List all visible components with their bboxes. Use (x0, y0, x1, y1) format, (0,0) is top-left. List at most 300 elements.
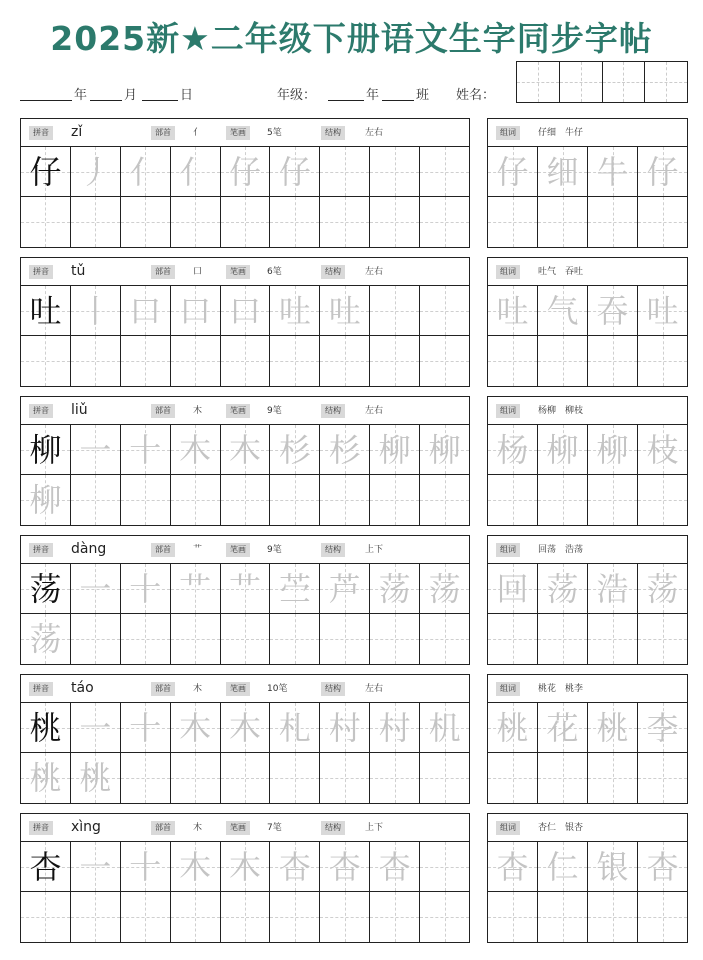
practice-row (21, 475, 469, 525)
structure-value: 左右 (365, 267, 384, 277)
practice-cell[interactable] (71, 753, 121, 803)
structure-tag: 结构 (321, 682, 345, 696)
main-char-cell[interactable] (21, 425, 71, 474)
stroke-step-cell[interactable] (71, 147, 121, 196)
radical-value: 木 (193, 684, 203, 694)
structure-value: 上下 (365, 823, 384, 833)
stroke-step-cell[interactable] (171, 842, 221, 891)
radical-value: 亻 (193, 128, 203, 138)
stroke-step-cell[interactable] (270, 703, 320, 752)
word-trace-char: 回 (496, 569, 529, 608)
word-practice-cell[interactable] (488, 475, 538, 525)
word-practice-cell[interactable] (588, 753, 638, 803)
practice-cell[interactable] (320, 753, 370, 803)
strokes-tag: 笔画 (226, 821, 250, 835)
month-blank[interactable] (90, 100, 122, 101)
stroke-step-char: 仔 (229, 152, 262, 191)
strokes-value: 9笔 (267, 545, 282, 555)
words-tag: 组词 (496, 682, 520, 696)
practice-cell[interactable] (221, 336, 271, 386)
stroke-step-char: 吐 (328, 291, 361, 330)
practice-cell[interactable] (21, 475, 71, 525)
stroke-step-cell[interactable] (320, 842, 370, 891)
main-character: 桃 (29, 708, 62, 747)
stroke-order-row (21, 842, 469, 892)
words-grid (488, 147, 687, 247)
stroke-step-cell[interactable] (71, 842, 121, 891)
stroke-step-cell[interactable] (420, 842, 469, 891)
practice-cell[interactable] (370, 336, 420, 386)
stroke-step-cell[interactable] (320, 147, 370, 196)
word-practice-cell[interactable] (538, 197, 588, 247)
practice-cell[interactable] (21, 614, 71, 664)
word-practice-cell[interactable] (488, 197, 538, 247)
main-character: 吐 (29, 291, 62, 330)
stroke-order-row (21, 564, 469, 614)
practice-cell[interactable] (121, 475, 171, 525)
word-practice-cell[interactable] (638, 475, 687, 525)
word-practice-cell[interactable] (588, 892, 638, 942)
grade-year-label: 年 (366, 88, 380, 103)
main-char-cell[interactable] (21, 564, 71, 613)
practice-cell[interactable] (171, 753, 221, 803)
strokes-tag: 笔画 (226, 126, 250, 140)
stroke-step-cell[interactable] (171, 286, 221, 335)
name-box[interactable] (516, 61, 688, 103)
stroke-step-cell[interactable] (71, 425, 121, 474)
radical-tag: 部首 (151, 126, 175, 140)
word-practice-cell[interactable] (638, 892, 687, 942)
stroke-step-cell[interactable] (171, 564, 221, 613)
main-character: 仔 (29, 152, 62, 191)
stroke-step-cell[interactable] (370, 425, 420, 474)
practice-cell[interactable] (21, 892, 71, 942)
stroke-step-cell[interactable] (71, 286, 121, 335)
year-label: 年 (74, 88, 88, 103)
main-character: 荡 (29, 569, 62, 608)
practice-cell[interactable] (420, 197, 469, 247)
pinyin-value: dàng (71, 541, 107, 557)
main-char-cell[interactable] (21, 703, 71, 752)
stroke-step-cell[interactable] (121, 147, 171, 196)
word-practice-cell[interactable] (488, 753, 538, 803)
pinyin-value: xìng (71, 819, 101, 835)
word-trace-char: 荡 (546, 569, 579, 608)
word-practice-cell[interactable] (488, 892, 538, 942)
word-trace-char: 气 (546, 291, 579, 330)
word-cell[interactable] (638, 842, 687, 891)
word-trace-char: 荡 (646, 569, 679, 608)
word-practice-row (488, 197, 687, 247)
stroke-step-cell[interactable] (320, 703, 370, 752)
stroke-step-cell[interactable] (370, 842, 420, 891)
stroke-step-cell[interactable] (270, 147, 320, 196)
main-char-cell[interactable] (21, 147, 71, 196)
word-practice-cell[interactable] (538, 614, 588, 664)
stroke-step-cell[interactable] (270, 842, 320, 891)
practice-cell[interactable] (221, 753, 271, 803)
stroke-step-char: 十 (129, 847, 162, 886)
word-practice-cell[interactable] (488, 336, 538, 386)
word-cell[interactable] (488, 425, 538, 474)
stroke-step-char: 亻 (129, 152, 162, 191)
words-header (488, 397, 687, 425)
stroke-step-cell[interactable] (71, 703, 121, 752)
stroke-step-cell[interactable] (171, 425, 221, 474)
stroke-step-char: 杏 (278, 847, 311, 886)
student-info-line (20, 78, 520, 106)
word-trace-char: 杏 (496, 847, 529, 886)
stroke-step-char: 十 (129, 430, 162, 469)
word-trace-char: 桃 (496, 708, 529, 747)
character-header (21, 119, 469, 147)
character-practice-panel (20, 396, 470, 526)
structure-tag: 结构 (321, 821, 345, 835)
practice-cell[interactable] (171, 336, 221, 386)
word-trace-char: 李 (646, 708, 679, 747)
stroke-step-char: 木 (229, 430, 262, 469)
pinyin-value: táo (71, 680, 94, 696)
practice-cell[interactable] (270, 614, 320, 664)
practice-cell[interactable] (71, 614, 121, 664)
practice-row (21, 197, 469, 247)
stroke-step-char: 木 (229, 708, 262, 747)
stroke-step-char: 芦 (328, 569, 361, 608)
word-trace-char: 仔 (496, 152, 529, 191)
main-character: 杏 (29, 847, 62, 886)
word-cell[interactable] (638, 564, 687, 613)
word-trace-char: 银 (596, 847, 629, 886)
stroke-order-row (21, 147, 469, 197)
stroke-step-cell[interactable] (420, 147, 469, 196)
word-cell[interactable] (638, 147, 687, 196)
practice-cell[interactable] (420, 614, 469, 664)
practice-cell[interactable] (370, 475, 420, 525)
word-practice-cell[interactable] (538, 892, 588, 942)
word-trace-row (488, 564, 687, 614)
word-practice-cell[interactable] (638, 197, 687, 247)
practice-cell[interactable] (71, 336, 121, 386)
words-tag: 组词 (496, 821, 520, 835)
word-cell[interactable] (538, 147, 588, 196)
stroke-step-cell[interactable] (221, 842, 271, 891)
structure-tag: 结构 (321, 265, 345, 279)
practice-cell[interactable] (320, 892, 370, 942)
day-label: 日 (180, 88, 194, 103)
stroke-step-cell[interactable] (121, 703, 171, 752)
words-value: 仔细 牛仔 (538, 128, 584, 138)
strokes-tag: 笔画 (226, 682, 250, 696)
stroke-step-char: 木 (179, 430, 212, 469)
main-char-cell[interactable] (21, 842, 71, 891)
word-cell[interactable] (588, 703, 638, 752)
practice-cell[interactable] (121, 197, 171, 247)
practice-cell[interactable] (71, 197, 121, 247)
class-blank[interactable] (382, 100, 414, 101)
practice-cell[interactable] (71, 475, 121, 525)
word-trace-char: 仔 (646, 152, 679, 191)
grade-blank[interactable] (328, 100, 364, 101)
words-panel (487, 813, 688, 943)
practice-cell[interactable] (320, 614, 370, 664)
stroke-step-char: 苎 (278, 569, 311, 608)
stroke-step-cell[interactable] (121, 286, 171, 335)
strokes-value: 9笔 (267, 406, 282, 416)
practice-cell[interactable] (420, 336, 469, 386)
radical-value: 木 (193, 823, 203, 833)
word-practice-cell[interactable] (488, 614, 538, 664)
strokes-value: 7笔 (267, 823, 282, 833)
trace-char: 柳 (29, 481, 62, 519)
word-trace-row (488, 842, 687, 892)
stroke-step-cell[interactable] (270, 425, 320, 474)
main-char-cell[interactable] (21, 286, 71, 335)
stroke-step-char: 村 (328, 708, 361, 747)
stroke-step-char: 柳 (428, 430, 461, 469)
practice-cell[interactable] (221, 197, 271, 247)
word-practice-row (488, 475, 687, 525)
stroke-step-cell[interactable] (270, 286, 320, 335)
word-cell[interactable] (488, 842, 538, 891)
practice-cell[interactable] (420, 475, 469, 525)
practice-cell[interactable] (221, 475, 271, 525)
word-cell[interactable] (538, 842, 588, 891)
stroke-step-char: 艹 (229, 569, 262, 608)
practice-cell[interactable] (270, 892, 320, 942)
practice-cell[interactable] (320, 475, 370, 525)
word-cell[interactable] (538, 425, 588, 474)
words-tag: 组词 (496, 543, 520, 557)
word-trace-char: 桃 (596, 708, 629, 747)
stroke-step-cell[interactable] (370, 703, 420, 752)
name-label: 姓名： (456, 88, 496, 103)
word-cell[interactable] (488, 703, 538, 752)
structure-value: 左右 (365, 406, 384, 416)
stroke-step-cell[interactable] (320, 286, 370, 335)
word-trace-char: 柳 (596, 430, 629, 469)
practice-cell[interactable] (121, 892, 171, 942)
stroke-step-cell[interactable] (221, 564, 271, 613)
radical-tag: 部首 (151, 265, 175, 279)
word-cell[interactable] (638, 425, 687, 474)
words-grid (488, 286, 687, 386)
word-practice-cell[interactable] (638, 753, 687, 803)
practice-cell[interactable] (171, 892, 221, 942)
stroke-step-char: 杉 (328, 430, 361, 469)
practice-cell[interactable] (171, 614, 221, 664)
trace-char: 桃 (79, 759, 112, 797)
word-cell[interactable] (638, 703, 687, 752)
stroke-order-row (21, 286, 469, 336)
words-panel (487, 118, 688, 248)
practice-cell[interactable] (370, 892, 420, 942)
word-cell[interactable] (638, 286, 687, 335)
stroke-step-cell[interactable] (270, 564, 320, 613)
stroke-step-char: 丿 (79, 152, 112, 191)
writing-grid (21, 842, 469, 942)
stroke-step-char: 木 (179, 847, 212, 886)
practice-cell[interactable] (121, 614, 171, 664)
practice-cell[interactable] (21, 197, 71, 247)
words-tag: 组词 (496, 265, 520, 279)
stroke-step-cell[interactable] (221, 425, 271, 474)
stroke-step-char: 荡 (428, 569, 461, 608)
stroke-step-cell[interactable] (420, 286, 469, 335)
practice-cell[interactable] (121, 753, 171, 803)
word-cell[interactable] (588, 286, 638, 335)
word-trace-char: 细 (546, 152, 579, 191)
practice-cell[interactable] (420, 892, 469, 942)
stroke-step-cell[interactable] (171, 703, 221, 752)
practice-cell[interactable] (121, 336, 171, 386)
words-panel (487, 257, 688, 387)
stroke-step-cell[interactable] (320, 564, 370, 613)
words-tag: 组词 (496, 126, 520, 140)
radical-tag: 部首 (151, 543, 175, 557)
word-practice-cell[interactable] (638, 336, 687, 386)
word-cell[interactable] (538, 286, 588, 335)
words-value: 吐气 吞吐 (538, 267, 584, 277)
writing-grid (21, 286, 469, 386)
radical-tag: 部首 (151, 404, 175, 418)
character-practice-panel (20, 813, 470, 943)
words-header (488, 536, 687, 564)
practice-cell[interactable] (221, 614, 271, 664)
word-cell[interactable] (488, 286, 538, 335)
stroke-step-char: 口 (179, 291, 212, 330)
character-block (20, 535, 688, 665)
word-cell[interactable] (488, 147, 538, 196)
strokes-value: 5笔 (267, 128, 282, 138)
practice-cell[interactable] (171, 475, 221, 525)
stroke-step-cell[interactable] (121, 842, 171, 891)
character-header (21, 814, 469, 842)
stroke-step-char: 杏 (328, 847, 361, 886)
pinyin-tag: 拼音 (29, 265, 53, 279)
stroke-step-cell[interactable] (71, 564, 121, 613)
words-panel (487, 674, 688, 804)
stroke-step-cell[interactable] (121, 425, 171, 474)
stroke-step-char: 杏 (378, 847, 411, 886)
word-trace-char: 柳 (546, 430, 579, 469)
stroke-step-char: 荡 (378, 569, 411, 608)
character-practice-panel (20, 674, 470, 804)
practice-row (21, 336, 469, 386)
practice-cell[interactable] (21, 753, 71, 803)
words-header (488, 675, 687, 703)
practice-cell[interactable] (370, 753, 420, 803)
word-practice-cell[interactable] (538, 753, 588, 803)
word-trace-char: 浩 (596, 569, 629, 608)
character-block (20, 118, 688, 248)
word-practice-cell[interactable] (538, 475, 588, 525)
word-practice-cell[interactable] (588, 475, 638, 525)
word-practice-cell[interactable] (588, 614, 638, 664)
class-label: 班 (416, 88, 430, 103)
word-practice-cell[interactable] (588, 197, 638, 247)
practice-cell[interactable] (171, 197, 221, 247)
word-trace-char: 牛 (596, 152, 629, 191)
stroke-step-cell[interactable] (121, 564, 171, 613)
stroke-step-char: 木 (179, 708, 212, 747)
pinyin-value: liǔ (71, 402, 88, 418)
stroke-step-cell[interactable] (221, 703, 271, 752)
stroke-step-cell[interactable] (420, 564, 469, 613)
word-cell[interactable] (588, 147, 638, 196)
practice-cell[interactable] (370, 614, 420, 664)
stroke-step-char: 机 (428, 708, 461, 747)
practice-cell[interactable] (320, 197, 370, 247)
practice-cell[interactable] (420, 753, 469, 803)
structure-tag: 结构 (321, 543, 345, 557)
stroke-step-cell[interactable] (370, 564, 420, 613)
stroke-step-char: 札 (278, 708, 311, 747)
practice-cell[interactable] (221, 892, 271, 942)
stroke-step-cell[interactable] (221, 147, 271, 196)
stroke-step-cell[interactable] (420, 703, 469, 752)
word-practice-cell[interactable] (538, 336, 588, 386)
stroke-step-cell[interactable] (370, 286, 420, 335)
practice-cell[interactable] (71, 892, 121, 942)
word-practice-cell[interactable] (638, 614, 687, 664)
practice-cell[interactable] (21, 336, 71, 386)
word-cell[interactable] (588, 425, 638, 474)
stroke-step-char: 口 (229, 291, 262, 330)
pinyin-tag: 拼音 (29, 821, 53, 835)
words-panel (487, 396, 688, 526)
stroke-step-cell[interactable] (221, 286, 271, 335)
stroke-step-cell[interactable] (171, 147, 221, 196)
writing-grid (21, 703, 469, 803)
radical-value: 木 (193, 406, 203, 416)
stroke-step-cell[interactable] (420, 425, 469, 474)
practice-cell[interactable] (320, 336, 370, 386)
words-grid (488, 842, 687, 942)
writing-grid (21, 425, 469, 525)
radical-tag: 部首 (151, 821, 175, 835)
word-trace-char: 吐 (496, 291, 529, 330)
word-practice-cell[interactable] (588, 336, 638, 386)
word-cell[interactable] (538, 564, 588, 613)
stroke-step-cell[interactable] (320, 425, 370, 474)
character-block (20, 257, 688, 387)
strokes-value: 10笔 (267, 684, 288, 694)
character-header (21, 675, 469, 703)
stroke-step-char: 柳 (378, 430, 411, 469)
structure-value: 左右 (365, 128, 384, 138)
pinyin-tag: 拼音 (29, 404, 53, 418)
stroke-step-char: 一 (79, 569, 112, 608)
word-cell[interactable] (588, 842, 638, 891)
stroke-step-cell[interactable] (370, 147, 420, 196)
practice-cell[interactable] (270, 753, 320, 803)
pinyin-value: tǔ (71, 263, 86, 279)
grade-label: 年级： (277, 88, 317, 103)
day-blank[interactable] (142, 100, 178, 101)
practice-cell[interactable] (270, 336, 320, 386)
word-cell[interactable] (488, 564, 538, 613)
words-value: 桃花 桃李 (538, 684, 584, 694)
word-cell[interactable] (538, 703, 588, 752)
practice-row (21, 614, 469, 664)
word-practice-row (488, 892, 687, 942)
word-cell[interactable] (588, 564, 638, 613)
practice-cell[interactable] (270, 475, 320, 525)
practice-cell[interactable] (370, 197, 420, 247)
practice-cell[interactable] (270, 197, 320, 247)
year-blank[interactable] (20, 100, 72, 101)
word-trace-char: 杨 (496, 430, 529, 469)
